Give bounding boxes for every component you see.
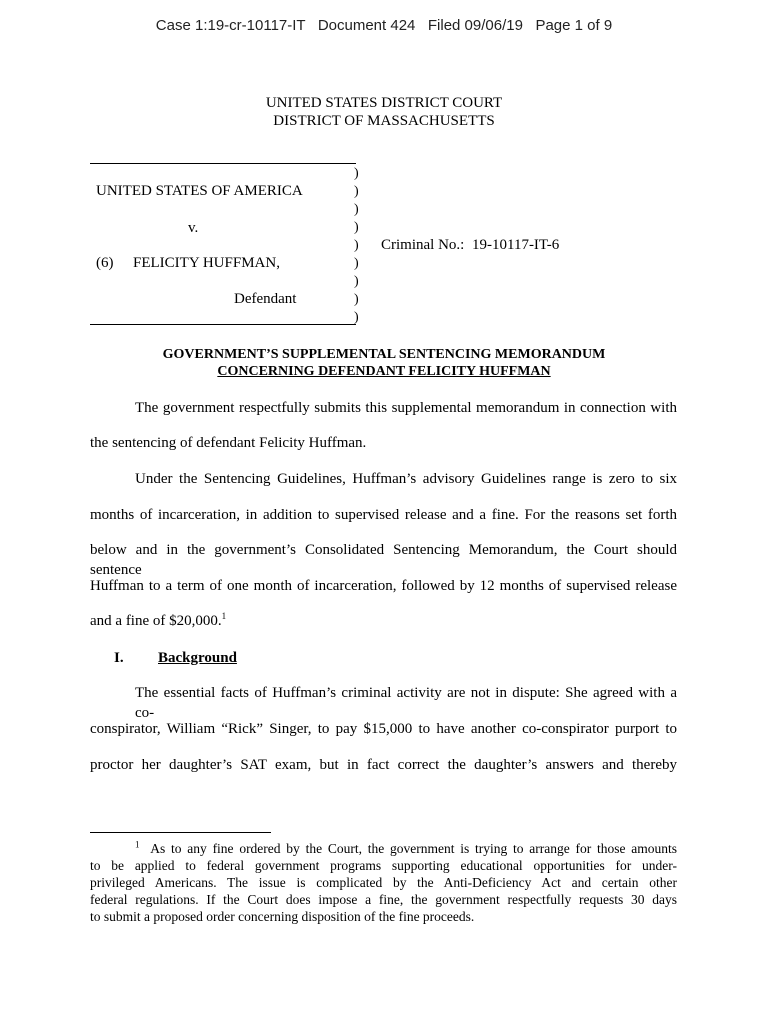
caption-versus: v. — [188, 220, 199, 236]
caption-paren: ) — [354, 166, 359, 181]
criminal-number-label: Criminal No.: — [381, 237, 465, 253]
caption-defendant-role: Defendant — [234, 291, 297, 307]
text-line: the sentencing of defendant Felicity Huffman. — [90, 435, 367, 451]
case-header: Case 1:19-cr-10117-IT Document 424 Filed 09/06/19 Page 1 of 9 — [155, 17, 613, 34]
caption-paren: ) — [354, 256, 359, 271]
caption-top-rule — [90, 163, 356, 164]
text-line: The essential facts of Huffman’s criminal activity are not in dispute: She agreed with a co- — [135, 685, 677, 721]
text-line: The government respectfully submits this supplemental memorandum in connection with — [135, 400, 677, 416]
caption-paren: ) — [354, 184, 359, 199]
court-name: UNITED STATES DISTRICT COURT — [265, 95, 503, 111]
text-line: below and in the government’s Consolidated Sentencing Memorandum, the Court should sentence — [90, 542, 677, 578]
footnote-reference[interactable]: 1 — [221, 611, 227, 621]
caption-paren: ) — [354, 274, 359, 289]
text-line: months of incarceration, in addition to supervised release and a fine. For the reasons set forth — [90, 507, 677, 523]
caption-paren: ) — [354, 202, 359, 217]
criminal-number: 19-10117-IT-6 — [472, 237, 560, 253]
memo-title: GOVERNMENT’S SUPPLEMENTAL SENTENCING MEMORANDUM — [162, 347, 606, 362]
footnote-line: to submit a proposed order concerning disposition of the fine proceeds. — [90, 909, 475, 924]
section-number: I. — [114, 650, 124, 666]
caption-paren: ) — [354, 220, 359, 235]
section-heading — [90, 648, 677, 668]
section-title: Background — [158, 650, 237, 666]
text-line: proctor her daughter’s SAT exam, but in fact correct the daughter’s answers and thereby — [90, 757, 677, 773]
text-line: Under the Sentencing Guidelines, Huffman’s advisory Guidelines range is zero to six — [135, 471, 677, 487]
caption-defendant-name: FELICITY HUFFMAN, — [133, 255, 280, 271]
footnote-line — [135, 841, 677, 857]
text-line-content: and a fine of $20,000. — [90, 613, 222, 629]
footnote-line: privileged Americans. The issue is complicated by the Anti-Deficiency Act and certain other — [90, 875, 677, 890]
caption-defendant-number: (6) — [96, 255, 114, 271]
text-line: Huffman to a term of one month of incarceration, followed by 12 months of supervised release — [90, 578, 677, 594]
footnote-text: As to any fine ordered by the Court, the government is trying to arrange for those amounts — [150, 841, 677, 856]
text-line — [90, 611, 677, 631]
footnote-number: 1 — [135, 839, 140, 850]
caption-bottom-rule — [90, 324, 356, 325]
memo-subtitle — [0, 363, 768, 380]
court-district: DISTRICT OF MASSACHUSETTS — [273, 113, 495, 129]
text-line: conspirator, William “Rick” Singer, to pay $15,000 to have another co-conspirator purport to — [90, 721, 677, 737]
memo-subtitle-text: CONCERNING DEFENDANT FELICITY HUFFMAN — [217, 364, 551, 379]
caption-paren: ) — [354, 292, 359, 307]
caption-paren: ) — [354, 238, 359, 253]
caption-plaintiff: UNITED STATES OF AMERICA — [96, 183, 303, 199]
caption-paren: ) — [354, 310, 359, 325]
footnote-line: to be applied to federal government programs supporting educational opportunities for under- — [90, 858, 677, 873]
footnote-line: federal regulations. If the Court does impose a fine, the government respectfully requests 30 days — [90, 892, 677, 907]
footnote-separator — [90, 832, 271, 833]
